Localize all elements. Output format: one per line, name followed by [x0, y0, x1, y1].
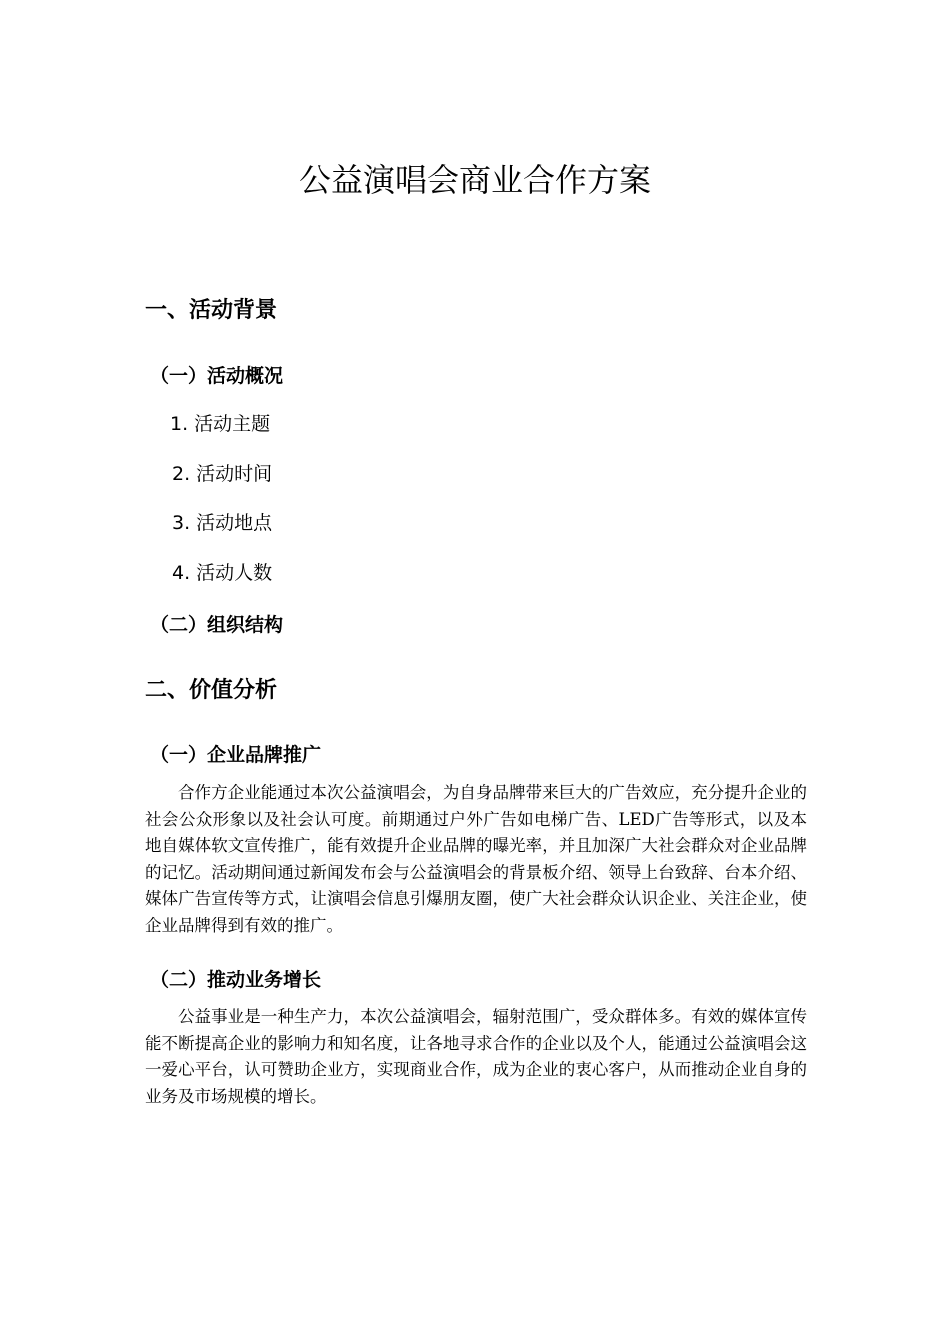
section-heading-value-analysis: 二、价值分析 — [145, 678, 278, 703]
section-heading-background: 一、活动背景 — [145, 298, 278, 323]
list-item-theme: 1. 活动主题 — [170, 413, 271, 435]
paragraph-business-growth: 公益事业是一种生产力，本次公益演唱会，辐射范围广，受众群体多。有效的媒体宣传能不断提高企业的影响力和知名度，让各地寻求合作的企业以及个人，能通过公益演唱会这一爱心平台，认可赞助企业方，实现商业合作，成为企业的衷心客户，从而推动企业自身的业务及市场规模的增长。 — [145, 1007, 807, 1106]
list-item-attendance: 4. 活动人数 — [172, 562, 273, 584]
subsection-heading-organization: （二）组织结构 — [150, 614, 284, 636]
document-title: 公益演唱会商业合作方案 — [298, 161, 651, 199]
list-item-location: 3. 活动地点 — [172, 512, 273, 534]
subsection-heading-business-growth: （二）推动业务增长 — [150, 969, 322, 991]
subsection-heading-overview: （一）活动概况 — [150, 365, 284, 387]
subsection-heading-brand-promotion: （一）企业品牌推广 — [150, 744, 322, 766]
paragraph-brand-promotion: 合作方企业能通过本次公益演唱会，为自身品牌带来巨大的广告效应，充分提升企业的社会公众形象以及社会认可度。前期通过户外广告如电梯广告、LED广告等形式，以及本地自媒体软文宣传推广，能有效提升企业品牌的曝光率，并且加深广大社会群众对企业品牌的记忆。活动期间通过新闻发布会与公益演唱会的背景板介绍、领导上台致辞、台本介绍、媒体广告宣传等方式，让演唱会信息引爆朋友圈，使广大社会群众认识企业、关注企业，使企业品牌得到有效的推广。 — [145, 783, 807, 935]
list-item-time: 2. 活动时间 — [172, 463, 273, 485]
